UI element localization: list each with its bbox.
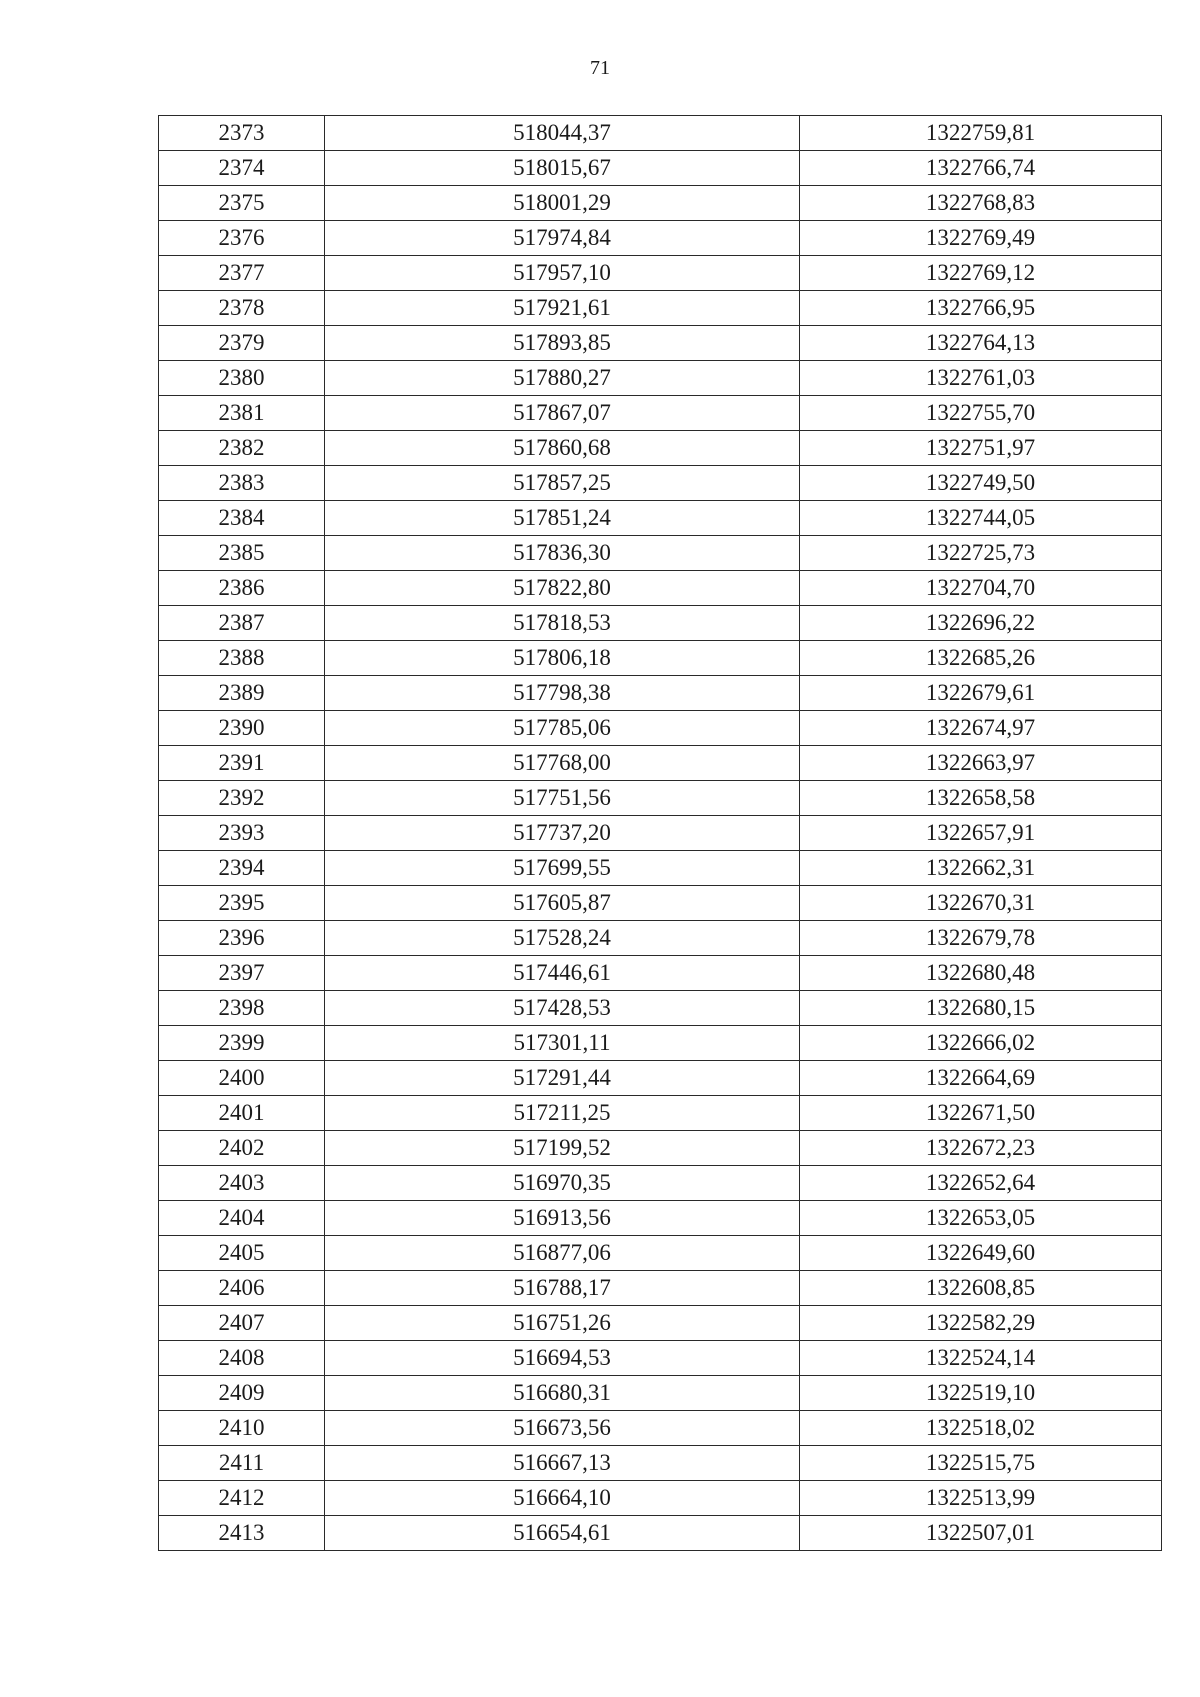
x-coordinate-cell: 517857,25	[325, 466, 800, 501]
y-coordinate-cell: 1322749,50	[800, 466, 1162, 501]
table-row	[159, 571, 1162, 606]
x-coordinate-cell: 517428,53	[325, 991, 800, 1026]
x-coordinate-cell: 517921,61	[325, 291, 800, 326]
point-number-cell: 2402	[159, 1131, 325, 1166]
table-row	[159, 1026, 1162, 1061]
table-row	[159, 851, 1162, 886]
x-coordinate-cell: 517836,30	[325, 536, 800, 571]
x-coordinate-cell: 516788,17	[325, 1271, 800, 1306]
y-coordinate-cell: 1322649,60	[800, 1236, 1162, 1271]
x-coordinate-cell: 517291,44	[325, 1061, 800, 1096]
point-number-cell: 2384	[159, 501, 325, 536]
x-coordinate-cell: 516970,35	[325, 1166, 800, 1201]
x-coordinate-cell: 516751,26	[325, 1306, 800, 1341]
x-coordinate-cell: 516667,13	[325, 1446, 800, 1481]
y-coordinate-cell: 1322685,26	[800, 641, 1162, 676]
x-coordinate-cell: 517605,87	[325, 886, 800, 921]
y-coordinate-cell: 1322761,03	[800, 361, 1162, 396]
point-number-cell: 2375	[159, 186, 325, 221]
table-row	[159, 746, 1162, 781]
table-row	[159, 221, 1162, 256]
point-number-cell: 2392	[159, 781, 325, 816]
x-coordinate-cell: 517851,24	[325, 501, 800, 536]
point-number-cell: 2381	[159, 396, 325, 431]
table-row	[159, 781, 1162, 816]
point-number-cell: 2410	[159, 1411, 325, 1446]
y-coordinate-cell: 1322672,23	[800, 1131, 1162, 1166]
x-coordinate-cell: 517751,56	[325, 781, 800, 816]
point-number-cell: 2379	[159, 326, 325, 361]
y-coordinate-cell: 1322755,70	[800, 396, 1162, 431]
x-coordinate-cell: 517957,10	[325, 256, 800, 291]
y-coordinate-cell: 1322664,69	[800, 1061, 1162, 1096]
x-coordinate-cell: 517768,00	[325, 746, 800, 781]
y-coordinate-cell: 1322666,02	[800, 1026, 1162, 1061]
x-coordinate-cell: 517301,11	[325, 1026, 800, 1061]
x-coordinate-cell: 517785,06	[325, 711, 800, 746]
y-coordinate-cell: 1322582,29	[800, 1306, 1162, 1341]
point-number-cell: 2388	[159, 641, 325, 676]
x-coordinate-cell: 517446,61	[325, 956, 800, 991]
y-coordinate-cell: 1322524,14	[800, 1341, 1162, 1376]
y-coordinate-cell: 1322658,58	[800, 781, 1162, 816]
y-coordinate-cell: 1322704,70	[800, 571, 1162, 606]
y-coordinate-cell: 1322657,91	[800, 816, 1162, 851]
table-row	[159, 1131, 1162, 1166]
y-coordinate-cell: 1322769,49	[800, 221, 1162, 256]
point-number-cell: 2405	[159, 1236, 325, 1271]
point-number-cell: 2383	[159, 466, 325, 501]
table-row	[159, 326, 1162, 361]
point-number-cell: 2401	[159, 1096, 325, 1131]
y-coordinate-cell: 1322759,81	[800, 116, 1162, 151]
x-coordinate-cell: 518001,29	[325, 186, 800, 221]
point-number-cell: 2390	[159, 711, 325, 746]
x-coordinate-cell: 517806,18	[325, 641, 800, 676]
table-row	[159, 151, 1162, 186]
y-coordinate-cell: 1322680,15	[800, 991, 1162, 1026]
point-number-cell: 2400	[159, 1061, 325, 1096]
y-coordinate-cell: 1322653,05	[800, 1201, 1162, 1236]
point-number-cell: 2406	[159, 1271, 325, 1306]
table-row	[159, 816, 1162, 851]
point-number-cell: 2387	[159, 606, 325, 641]
table-row	[159, 606, 1162, 641]
y-coordinate-cell: 1322766,95	[800, 291, 1162, 326]
y-coordinate-cell: 1322679,61	[800, 676, 1162, 711]
point-number-cell: 2404	[159, 1201, 325, 1236]
y-coordinate-cell: 1322518,02	[800, 1411, 1162, 1446]
table-row	[159, 1341, 1162, 1376]
x-coordinate-cell: 517528,24	[325, 921, 800, 956]
point-number-cell: 2409	[159, 1376, 325, 1411]
y-coordinate-cell: 1322764,13	[800, 326, 1162, 361]
y-coordinate-cell: 1322671,50	[800, 1096, 1162, 1131]
point-number-cell: 2385	[159, 536, 325, 571]
table-row	[159, 361, 1162, 396]
table-row	[159, 1516, 1162, 1551]
y-coordinate-cell: 1322769,12	[800, 256, 1162, 291]
point-number-cell: 2403	[159, 1166, 325, 1201]
point-number-cell: 2396	[159, 921, 325, 956]
point-number-cell: 2413	[159, 1516, 325, 1551]
point-number-cell: 2411	[159, 1446, 325, 1481]
x-coordinate-cell: 517199,52	[325, 1131, 800, 1166]
x-coordinate-cell: 517893,85	[325, 326, 800, 361]
y-coordinate-cell: 1322680,48	[800, 956, 1162, 991]
x-coordinate-cell: 517211,25	[325, 1096, 800, 1131]
y-coordinate-cell: 1322519,10	[800, 1376, 1162, 1411]
x-coordinate-cell: 517974,84	[325, 221, 800, 256]
y-coordinate-cell: 1322744,05	[800, 501, 1162, 536]
table-row	[159, 676, 1162, 711]
table-row	[159, 1201, 1162, 1236]
table-row	[159, 1376, 1162, 1411]
y-coordinate-cell: 1322513,99	[800, 1481, 1162, 1516]
table-row	[159, 1166, 1162, 1201]
point-number-cell: 2393	[159, 816, 325, 851]
table-row	[159, 256, 1162, 291]
table-row	[159, 886, 1162, 921]
table-row	[159, 1271, 1162, 1306]
y-coordinate-cell: 1322725,73	[800, 536, 1162, 571]
point-number-cell: 2395	[159, 886, 325, 921]
table-row	[159, 1411, 1162, 1446]
y-coordinate-cell: 1322696,22	[800, 606, 1162, 641]
y-coordinate-cell: 1322652,64	[800, 1166, 1162, 1201]
y-coordinate-cell: 1322608,85	[800, 1271, 1162, 1306]
point-number-cell: 2394	[159, 851, 325, 886]
x-coordinate-cell: 518015,67	[325, 151, 800, 186]
point-number-cell: 2397	[159, 956, 325, 991]
point-number-cell: 2380	[159, 361, 325, 396]
point-number-cell: 2389	[159, 676, 325, 711]
point-number-cell: 2373	[159, 116, 325, 151]
x-coordinate-cell: 516877,06	[325, 1236, 800, 1271]
table-row	[159, 1306, 1162, 1341]
y-coordinate-cell: 1322662,31	[800, 851, 1162, 886]
x-coordinate-cell: 516673,56	[325, 1411, 800, 1446]
point-number-cell: 2412	[159, 1481, 325, 1516]
y-coordinate-cell: 1322670,31	[800, 886, 1162, 921]
point-number-cell: 2377	[159, 256, 325, 291]
x-coordinate-cell: 517818,53	[325, 606, 800, 641]
table-row	[159, 921, 1162, 956]
x-coordinate-cell: 517822,80	[325, 571, 800, 606]
table-row	[159, 116, 1162, 151]
y-coordinate-cell: 1322663,97	[800, 746, 1162, 781]
y-coordinate-cell: 1322674,97	[800, 711, 1162, 746]
y-coordinate-cell: 1322515,75	[800, 1446, 1162, 1481]
coordinates-table-body	[159, 116, 1162, 1551]
x-coordinate-cell: 517867,07	[325, 396, 800, 431]
x-coordinate-cell: 516654,61	[325, 1516, 800, 1551]
table-row	[159, 186, 1162, 221]
x-coordinate-cell: 516680,31	[325, 1376, 800, 1411]
table-row	[159, 536, 1162, 571]
table-row	[159, 466, 1162, 501]
point-number-cell: 2386	[159, 571, 325, 606]
coordinates-table	[158, 115, 1162, 1551]
x-coordinate-cell: 517737,20	[325, 816, 800, 851]
table-row	[159, 711, 1162, 746]
table-row	[159, 1446, 1162, 1481]
page-number: 71	[590, 57, 610, 79]
table-row	[159, 1481, 1162, 1516]
x-coordinate-cell: 517880,27	[325, 361, 800, 396]
point-number-cell: 2374	[159, 151, 325, 186]
table-row	[159, 396, 1162, 431]
y-coordinate-cell: 1322679,78	[800, 921, 1162, 956]
point-number-cell: 2398	[159, 991, 325, 1026]
point-number-cell: 2408	[159, 1341, 325, 1376]
x-coordinate-cell: 517860,68	[325, 431, 800, 466]
x-coordinate-cell: 517798,38	[325, 676, 800, 711]
table-row	[159, 1096, 1162, 1131]
table-row	[159, 1236, 1162, 1271]
table-row	[159, 956, 1162, 991]
point-number-cell: 2382	[159, 431, 325, 466]
table-row	[159, 291, 1162, 326]
y-coordinate-cell: 1322766,74	[800, 151, 1162, 186]
y-coordinate-cell: 1322507,01	[800, 1516, 1162, 1551]
x-coordinate-cell: 516694,53	[325, 1341, 800, 1376]
point-number-cell: 2391	[159, 746, 325, 781]
table-row	[159, 991, 1162, 1026]
y-coordinate-cell: 1322751,97	[800, 431, 1162, 466]
x-coordinate-cell: 516664,10	[325, 1481, 800, 1516]
x-coordinate-cell: 518044,37	[325, 116, 800, 151]
y-coordinate-cell: 1322768,83	[800, 186, 1162, 221]
table-row	[159, 501, 1162, 536]
x-coordinate-cell: 516913,56	[325, 1201, 800, 1236]
x-coordinate-cell: 517699,55	[325, 851, 800, 886]
table-row	[159, 641, 1162, 676]
point-number-cell: 2407	[159, 1306, 325, 1341]
point-number-cell: 2399	[159, 1026, 325, 1061]
table-row	[159, 431, 1162, 466]
point-number-cell: 2376	[159, 221, 325, 256]
table-row	[159, 1061, 1162, 1096]
point-number-cell: 2378	[159, 291, 325, 326]
